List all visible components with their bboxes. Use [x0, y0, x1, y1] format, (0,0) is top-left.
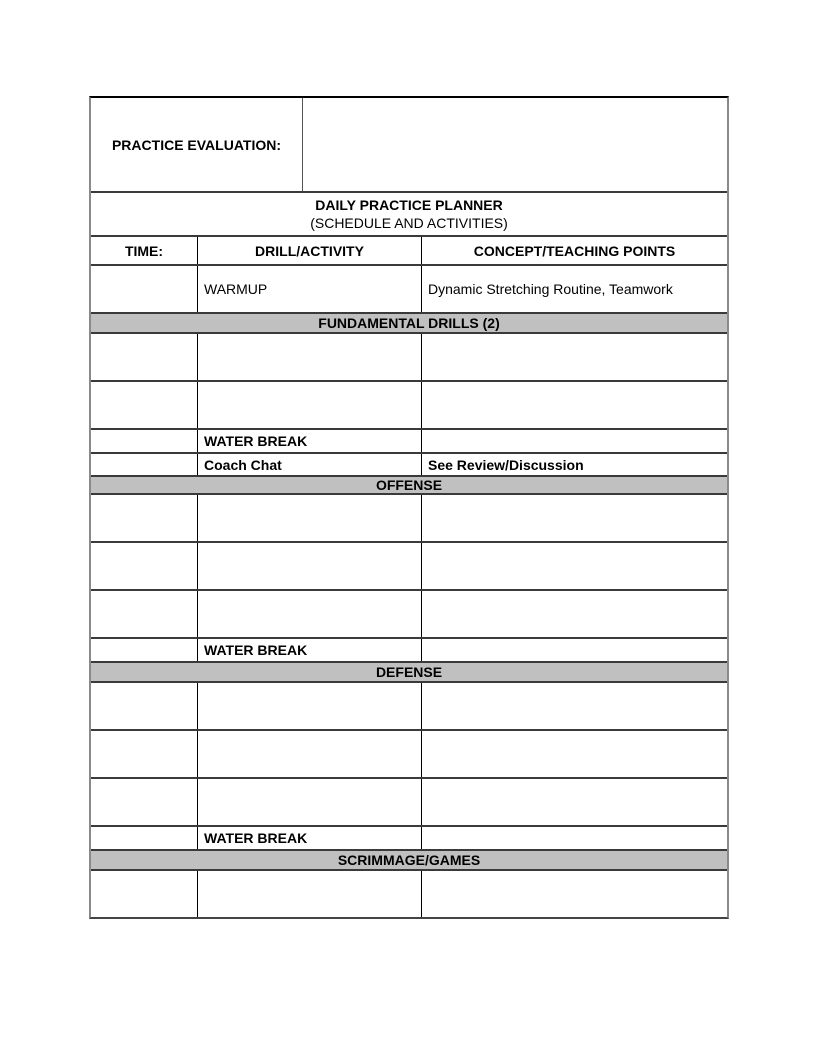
header-drill: DRILL/ACTIVITY — [198, 237, 422, 264]
concept-cell[interactable] — [422, 639, 727, 661]
time-cell[interactable] — [91, 731, 198, 777]
coach-chat-concept: See Review/Discussion — [428, 456, 584, 473]
warmup-row — [91, 266, 727, 314]
concept-cell[interactable] — [422, 683, 727, 729]
concept-cell[interactable] — [422, 731, 727, 777]
table-row — [91, 871, 727, 917]
concept-cell[interactable] — [422, 543, 727, 589]
concept-cell[interactable] — [422, 779, 727, 825]
time-cell[interactable] — [91, 543, 198, 589]
time-cell[interactable] — [91, 334, 198, 380]
time-cell[interactable] — [91, 454, 198, 475]
evaluation-row — [91, 98, 727, 193]
water-break-label: WATER BREAK — [198, 639, 422, 661]
header-time: TIME: — [91, 237, 198, 264]
water-break-label: WATER BREAK — [198, 827, 422, 849]
time-cell[interactable] — [91, 430, 198, 452]
section-offense: OFFENSE — [91, 475, 727, 495]
concept-cell[interactable] — [422, 495, 727, 541]
time-cell[interactable] — [91, 779, 198, 825]
planner-title: DAILY PRACTICE PLANNER — [315, 197, 503, 213]
water-break-row — [91, 430, 727, 454]
concept-cell[interactable] — [422, 827, 727, 849]
concept-cell[interactable] — [422, 430, 727, 452]
header-concept: CONCEPT/TEACHING POINTS — [473, 242, 676, 259]
section-fundamental-drills: FUNDAMENTAL DRILLS (2) — [91, 314, 727, 334]
concept-cell[interactable]: Dynamic Stretching Routine, Teamwork — [428, 281, 673, 297]
time-cell[interactable] — [91, 382, 198, 428]
planner-title-row — [91, 193, 727, 237]
drill-cell[interactable] — [198, 382, 422, 428]
drill-cell[interactable] — [198, 495, 422, 541]
water-break-row — [91, 639, 727, 663]
concept-cell[interactable] — [422, 334, 727, 380]
table-row — [91, 543, 727, 591]
coach-chat-label: Coach Chat — [198, 454, 422, 475]
drill-cell[interactable] — [198, 334, 422, 380]
water-break-row — [91, 827, 727, 851]
practice-planner-table — [89, 96, 729, 919]
table-row — [91, 731, 727, 779]
drill-cell[interactable] — [198, 779, 422, 825]
time-cell[interactable] — [91, 266, 198, 312]
drill-cell[interactable] — [198, 871, 422, 917]
coach-chat-row — [91, 454, 727, 475]
evaluation-label: PRACTICE EVALUATION: — [91, 98, 303, 191]
planner-subtitle: (SCHEDULE AND ACTIVITIES) — [310, 215, 508, 231]
evaluation-field[interactable] — [303, 98, 727, 191]
time-cell[interactable] — [91, 871, 198, 917]
water-break-label: WATER BREAK — [198, 430, 422, 452]
section-defense: DEFENSE — [91, 663, 727, 683]
time-cell[interactable] — [91, 639, 198, 661]
concept-cell[interactable] — [422, 591, 727, 637]
concept-cell[interactable] — [422, 382, 727, 428]
time-cell[interactable] — [91, 827, 198, 849]
table-row — [91, 683, 727, 731]
drill-cell[interactable]: WARMUP — [198, 266, 422, 312]
time-cell[interactable] — [91, 683, 198, 729]
section-scrimmage-games: SCRIMMAGE/GAMES — [91, 851, 727, 871]
drill-cell[interactable] — [198, 543, 422, 589]
concept-cell[interactable] — [422, 871, 727, 917]
drill-cell[interactable] — [198, 731, 422, 777]
drill-cell[interactable] — [198, 591, 422, 637]
table-row — [91, 334, 727, 382]
drill-cell[interactable] — [198, 683, 422, 729]
column-header-row — [91, 237, 727, 266]
table-row — [91, 382, 727, 430]
table-row — [91, 591, 727, 639]
table-row — [91, 495, 727, 543]
time-cell[interactable] — [91, 495, 198, 541]
table-row — [91, 779, 727, 827]
time-cell[interactable] — [91, 591, 198, 637]
